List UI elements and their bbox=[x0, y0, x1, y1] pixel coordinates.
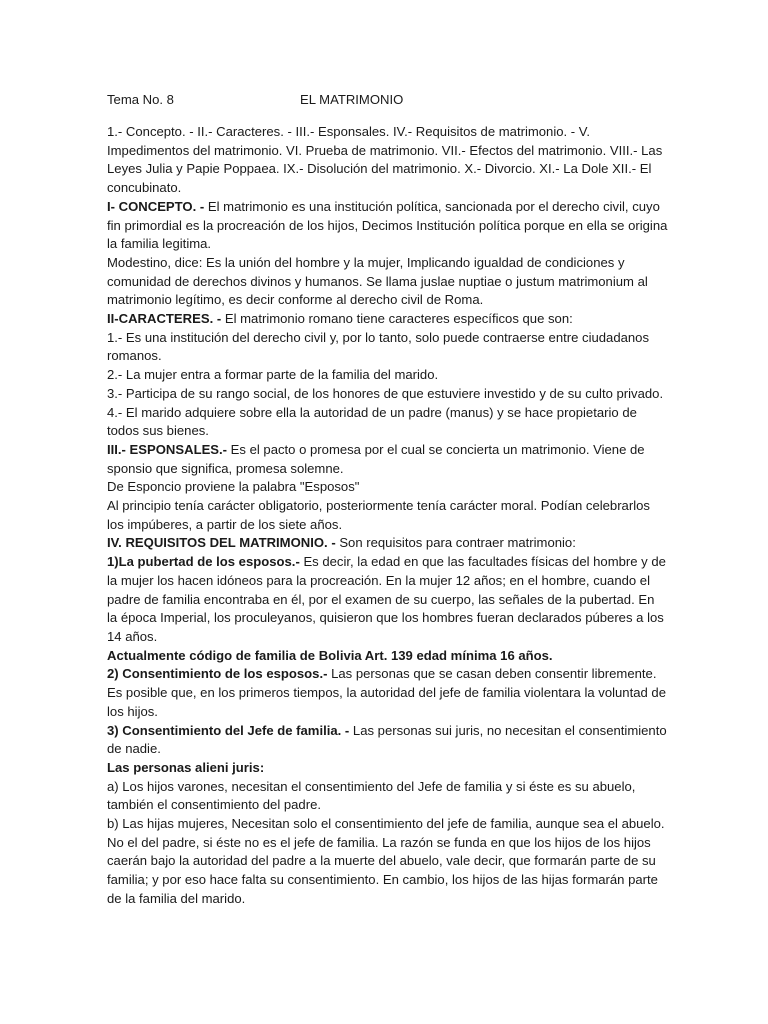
document-title: EL MATRIMONIO bbox=[300, 92, 404, 107]
alieni-juris-item-a: a) Los hijos varones, necesitan el consentimiento del Jefe de familia y si éste es su abuelo, también el consentimiento del padre. bbox=[107, 778, 636, 813]
requisito-pubertad-text: Es decir, la edad en que las facultades físicas del hombre y de la mujer los hacen idóneos para la procreación. En la mujer 12 años; en el hombre, cuando el padre de familia encontraba en él, por el examen de su cuerpo, las señales de la pubertad. En la época Imperial, los proculeyanos, quisieron que los hombres fueran declarados púberes a los 14 años. bbox=[107, 554, 666, 644]
index-paragraph: 1.- Concepto. - II.- Caracteres. - III.- Esponsales. IV.- Requisitos de matrimonio. - V. Impedimentos del matrimonio. VI. Prueba de matrimonio. VII.- Efectos del matrimonio. VIII.- Las Leyes Julia y Papie Poppaea. IX.- Disolución del matrimonio. X.- Divorcio. XI.- La Dole XII.- El concubinato. bbox=[107, 124, 663, 196]
caracter-item-4: 4.- El marido adquiere sobre ella la autoridad de un padre (manus) y se hace propietario de todos sus bienes. bbox=[107, 404, 637, 439]
requisito-consentimiento-jefe-heading: 3) Consentimiento del Jefe de familia. - bbox=[107, 722, 350, 738]
requisito-consentimiento-jefe-text: Las personas sui juris, no necesitan el consentimiento de nadie. bbox=[107, 722, 667, 757]
requisito-pubertad-heading: 1)La pubertad de los esposos.- bbox=[107, 554, 300, 570]
esponsales-heading: III.- ESPONSALES.- bbox=[107, 441, 228, 457]
caracteres-paragraph bbox=[107, 310, 668, 329]
esponsales-text: Es el pacto o promesa por el cual se concierta un matrimonio. Viene de sponsio que significa, promesa solemne. bbox=[107, 441, 645, 476]
alieni-juris-heading-line bbox=[107, 759, 668, 778]
requisitos-heading: IV. REQUISITOS DEL MATRIMONIO. - bbox=[107, 535, 336, 551]
caracter-item-3: 3.- Participa de su rango social, de los honores de que estuviere investido y de su culto privado. bbox=[107, 385, 664, 401]
alieni-juris-item-b: b) Las hijas mujeres, Necesitan solo el consentimiento del jefe de familia, aunque sea el abuelo. No el del padre, si éste no es el jefe de familia. La razón se funda en que los hijos de los hijos caerán bajo la autoridad del padre a la muerte del abuelo, vale decir, que formarán parte de su familia; y por eso hace falta su consentimiento. En cambio, los hijos de las hijas formarán parte de la familia del marido. bbox=[107, 816, 665, 906]
requisito-pubertad bbox=[107, 553, 668, 647]
topic-number: Tema No. 8 bbox=[107, 92, 174, 107]
concepto-heading: I- CONCEPTO. - bbox=[107, 198, 205, 214]
requisitos-paragraph bbox=[107, 534, 668, 553]
requisitos-text: Son requisitos para contraer matrimonio: bbox=[335, 535, 576, 551]
caracteres-heading: II-CARACTERES. - bbox=[107, 311, 222, 327]
concepto-paragraph bbox=[107, 198, 668, 254]
modestino-paragraph: Modestino, dice: Es la unión del hombre y la mujer, Implicando igualdad de condiciones y comunidad de derechos divinos y humanos. Se llama juslae nuptiae o justum matrimonium al matrimonio legítimo, es decir conforme al derecho civil de Roma. bbox=[107, 254, 648, 308]
bolivia-note-text: Actualmente código de familia de Bolivia Art. 139 edad mínima 16 años. bbox=[107, 647, 553, 663]
concepto-text: El matrimonio es una institución política, sancionada por el derecho civil, cuyo fin primordial es la procreación de los hijos, Decimos Institución política porque en ella se origina la familia legitima. bbox=[107, 198, 668, 252]
requisito-consentimiento-esposos-text: Las personas que se casan deben consentir libremente. Es posible que, en los primeros tiempos, la autoridad del jefe de familia violentara la voluntad de los hijos. bbox=[107, 666, 666, 719]
esponsales-paragraph bbox=[107, 441, 668, 478]
alieni-juris-heading: Las personas alieni juris: bbox=[107, 759, 265, 775]
caracteres-text: El matrimonio romano tiene caracteres específicos que son: bbox=[221, 311, 573, 327]
caracter-item-1: 1.- Es una institución del derecho civil y, por lo tanto, solo puede contraerse entre ciudadanos romanos. bbox=[107, 329, 650, 364]
caracter-item-2: 2.- La mujer entra a formar parte de la familia del marido. bbox=[107, 367, 439, 383]
esponsales-etymology: De Esponcio proviene la palabra "Esposos" bbox=[107, 479, 360, 495]
bolivia-note bbox=[107, 647, 668, 666]
document-header bbox=[107, 91, 668, 111]
esponsales-history: Al principio tenía carácter obligatorio, posteriormente tenía carácter moral. Podían celebrarlos los impúberes, a partir de los siete años. bbox=[107, 498, 650, 532]
requisito-consentimiento-esposos bbox=[107, 665, 668, 721]
requisito-consentimiento-jefe bbox=[107, 722, 668, 759]
requisito-consentimiento-esposos-heading: 2) Consentimiento de los esposos.- bbox=[107, 666, 328, 682]
